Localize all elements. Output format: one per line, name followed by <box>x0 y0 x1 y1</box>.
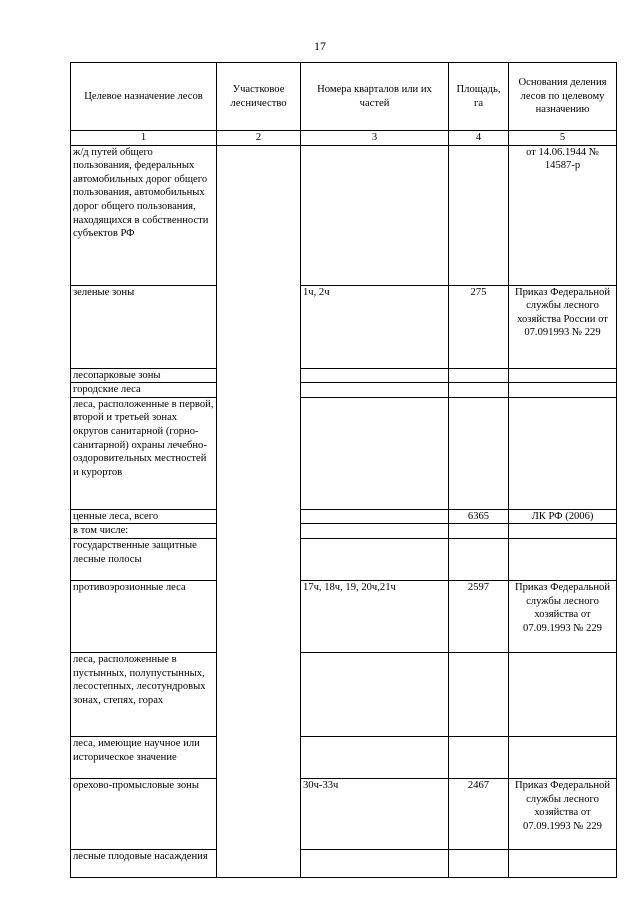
area-cell <box>449 383 509 398</box>
column-number: 5 <box>509 131 617 146</box>
basis-cell <box>509 368 617 383</box>
quarters-cell <box>301 397 449 509</box>
area-cell <box>449 524 509 539</box>
table-row <box>71 538 617 580</box>
basis-cell <box>509 383 617 398</box>
purpose-cell: зеленые зоны <box>71 285 217 368</box>
table-row <box>71 778 617 849</box>
area-cell: 6365 <box>449 509 509 524</box>
purpose-cell: ценные леса, всего <box>71 509 217 524</box>
purpose-cell: леса, имеющие научное или историческое значение <box>71 736 217 778</box>
table-row <box>71 397 617 509</box>
basis-cell <box>509 397 617 509</box>
header-quarters: Номера кварталов или их частей <box>301 63 449 131</box>
header-district: Участковое лесничество <box>217 63 301 131</box>
column-number: 2 <box>217 131 301 146</box>
area-cell: 275 <box>449 285 509 368</box>
table-row <box>71 524 617 539</box>
column-number: 4 <box>449 131 509 146</box>
header-row <box>71 63 617 131</box>
table-row <box>71 145 617 285</box>
district-cell <box>217 145 301 877</box>
area-cell <box>449 736 509 778</box>
purpose-cell: в том числе: <box>71 524 217 539</box>
area-cell <box>449 652 509 736</box>
quarters-cell <box>301 145 449 285</box>
purpose-cell: орехово-промысловые зоны <box>71 778 217 849</box>
column-number: 3 <box>301 131 449 146</box>
quarters-cell <box>301 368 449 383</box>
basis-cell: Приказ Федеральной службы лесного хозяйства от 07.09.1993 № 229 <box>509 778 617 849</box>
quarters-cell <box>301 509 449 524</box>
basis-cell <box>509 524 617 539</box>
area-cell <box>449 145 509 285</box>
basis-cell: Приказ Федеральной службы лесного хозяйства России от 07.091993 № 229 <box>509 285 617 368</box>
area-cell <box>449 538 509 580</box>
header-basis: Основания деления лесов по целевому назначению <box>509 63 617 131</box>
column-number: 1 <box>71 131 217 146</box>
purpose-cell: лесные плодовые насаждения <box>71 849 217 877</box>
basis-cell <box>509 538 617 580</box>
purpose-cell: противоэрозионные леса <box>71 580 217 652</box>
quarters-cell <box>301 849 449 877</box>
quarters-cell: 1ч, 2ч <box>301 285 449 368</box>
header-purpose: Целевое назначение лесов <box>71 63 217 131</box>
quarters-cell: 17ч, 18ч, 19, 20ч,21ч <box>301 580 449 652</box>
header-area: Площадь, га <box>449 63 509 131</box>
purpose-cell: леса, расположенные в пустынных, полупустынных, лесостепных, лесотундровых зонах, степях, горах <box>71 652 217 736</box>
area-cell <box>449 849 509 877</box>
column-number-row <box>71 131 617 146</box>
table-row <box>71 383 617 398</box>
table-row <box>71 736 617 778</box>
basis-cell <box>509 849 617 877</box>
table-row <box>71 849 617 877</box>
purpose-cell: леса, расположенные в первой, второй и третьей зонах округов санитарной (горно-санитарной) охраны лечебно-оздоровительных местностей и курортов <box>71 397 217 509</box>
area-cell: 2597 <box>449 580 509 652</box>
quarters-cell <box>301 736 449 778</box>
basis-cell: от 14.06.1944 № 14587-р <box>509 145 617 285</box>
table-row <box>71 580 617 652</box>
basis-cell <box>509 736 617 778</box>
purpose-cell: лесопарковые зоны <box>71 368 217 383</box>
table-row <box>71 509 617 524</box>
purpose-cell: ж/д путей общего пользования, федеральных автомобильных дорог общего пользования, автомобильных дорог общего пользования, находящихся в собственности субъектов РФ <box>71 145 217 285</box>
quarters-cell: 30ч-33ч <box>301 778 449 849</box>
basis-cell: ЛК РФ (2006) <box>509 509 617 524</box>
basis-cell <box>509 652 617 736</box>
area-cell <box>449 397 509 509</box>
table-row <box>71 652 617 736</box>
area-cell <box>449 368 509 383</box>
quarters-cell <box>301 652 449 736</box>
table-row <box>71 368 617 383</box>
table-row <box>71 285 617 368</box>
forest-purpose-table <box>70 62 617 878</box>
quarters-cell <box>301 524 449 539</box>
quarters-cell <box>301 383 449 398</box>
purpose-cell: государственные защитные лесные полосы <box>71 538 217 580</box>
quarters-cell <box>301 538 449 580</box>
purpose-cell: городские леса <box>71 383 217 398</box>
basis-cell: Приказ Федеральной службы лесного хозяйства от 07.09.1993 № 229 <box>509 580 617 652</box>
page-number: 17 <box>314 39 326 53</box>
area-cell: 2467 <box>449 778 509 849</box>
